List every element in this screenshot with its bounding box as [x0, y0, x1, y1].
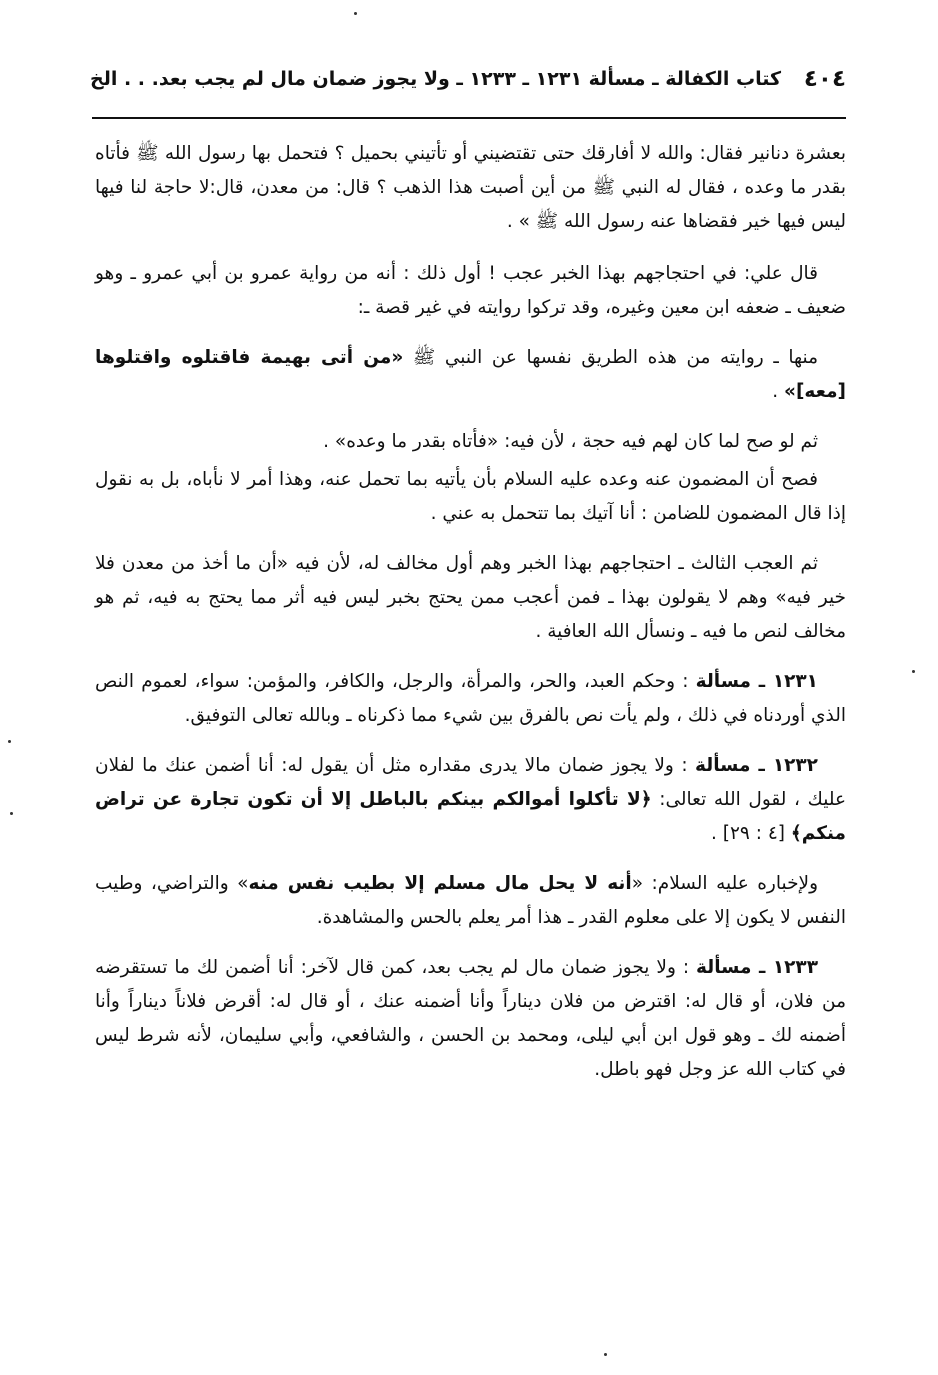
paragraph-text: قال علي: في احتجاجهم بهذا الخبر عجب ! أول ذلك : أنه من رواية عمرو بن أبي عمرو ـ وهو ضعيف ـ ضعفه ابن معين وغيره، وقد تركوا روايته في غير قصة ـ:	[95, 263, 846, 318]
issue-heading: ١٢٣١ ـ مسألة	[695, 671, 818, 692]
scan-speck	[912, 670, 915, 673]
paragraph	[95, 547, 846, 649]
scan-speck	[354, 12, 357, 15]
paragraph	[95, 867, 846, 935]
paragraph-text: ثم لو صح لما كان لهم فيه حجة ، لأن فيه: «فأتاه بقدر ما وعده» .	[323, 431, 818, 452]
scan-speck	[10, 812, 13, 815]
paragraph-text: : ولا يجوز ضمان مالا يدرى مقداره مثل أن يقول له: أنا أضمن عنك ما لفلان عليك ، لقول الله تعالى:	[95, 755, 847, 810]
issue-paragraph	[95, 749, 846, 851]
paragraph-text: ثم العجب الثالث ـ احتجاجهم بهذا الخبر وهم أول مخالف له، لأن فيه «أن ما أخذ من معدن فلا خير فيه» وهم لا يقولون بهذا ـ فمن أعجب ممن يحتج بخبر ليس فيه أثر مما يحتج به فيه، ثم هو مخالف لنص ما فيه ـ ونسأل الله العافية .	[95, 553, 846, 642]
paragraph-text: : وحكم العبد، والحر، والمرأة، والرجل، والكافر، والمؤمن: سواء، لعموم النص الذي أوردناه في ذلك ، ولم يأت نص بالفرق بين شيء مما ذكرناه ـ وبالله تعالى التوفيق.	[95, 671, 846, 726]
paragraph	[95, 257, 846, 325]
quran-quote: ﴿لا تأكلوا أموالكم بينكم بالباطل إلا أن تكون تجارة عن تراض منكم﴾	[95, 789, 846, 844]
paragraph-text: بعشرة دنانير فقال: والله لا أفارقك حتى تقتضيني أو تأتيني بحميل ؟ فتحمل بها رسول الله ﷺ فأتاه بقدر ما وعده ، فقال له النبي ﷺ من أين أصبت هذا الذهب ؟ قال: من معدن، قال:لا حاجة لنا فيها ليس فيها خير فقضاها عنه رسول الله ﷺ » .	[95, 143, 846, 232]
paragraph-text: .	[772, 381, 785, 402]
paragraph	[95, 463, 846, 531]
hadith-quote: أنه لا يحل مال مسلم إلا بطيب نفس منه	[248, 873, 632, 894]
header-rule	[92, 117, 846, 119]
scan-speck	[604, 1353, 607, 1356]
running-title: كتاب الكفالة ـ مسألة ١٢٣١ ـ ١٢٣٣ ـ ولا يجوز ضمان مال لم يجب بعد. . . الخ	[90, 68, 782, 90]
page-number: ٤٠٤	[803, 66, 846, 92]
paragraph	[95, 137, 846, 239]
paragraph-text: ولإخباره عليه السلام: «	[631, 873, 819, 894]
paragraph-text: : ولا يجوز ضمان مال لم يجب بعد، كمن قال لآخر: أنا أضمن لك ما تستقرضه من فلان، أو قال له: اقترض من فلان ديناراً وأنا أضمنه عنك ، أو قال له: أقرض فلاناً ديناراً وأنا أضمنه لك ـ وهو قول ابن أبي ليلى، ومحمد بن الحسن ، والشافعي، وأبي سليمان، لأنه شرط ليس في كتاب الله عز وجل فهو باطل.	[95, 957, 846, 1080]
issue-paragraph	[95, 665, 846, 733]
paragraph-text: » والتراضي، وطيب النفس لا يكون إلا على معلوم القدر ـ هذا أمر يعلم بالحس والمشاهدة.	[95, 873, 846, 928]
issue-heading: ١٢٣٢ ـ مسألة	[695, 755, 818, 776]
scan-speck	[8, 740, 11, 743]
paragraph-text: منها ـ روايته من هذه الطريق نفسها عن النبي ﷺ	[403, 347, 818, 368]
issue-heading: ١٢٣٣ ـ مسألة	[696, 957, 818, 978]
paragraph-text: فصح أن المضمون عنه وعده عليه السلام بأن يأتيه بما تحمل عنه، وهذا أمر لا نأباه، بل به نقول إذا قال المضمون للضامن : أنا آتيك بما تتحمل به عني .	[95, 469, 846, 524]
hadith-quote: «من أتى بهيمة فاقتلوه واقتلوها [معه]»	[95, 347, 846, 402]
issue-paragraph	[95, 951, 846, 1087]
paragraph	[95, 425, 846, 459]
page-header	[90, 60, 846, 100]
body-text	[95, 137, 846, 1103]
paragraph	[95, 341, 846, 409]
paragraph-text: [٤ : ٢٩] .	[710, 823, 791, 844]
